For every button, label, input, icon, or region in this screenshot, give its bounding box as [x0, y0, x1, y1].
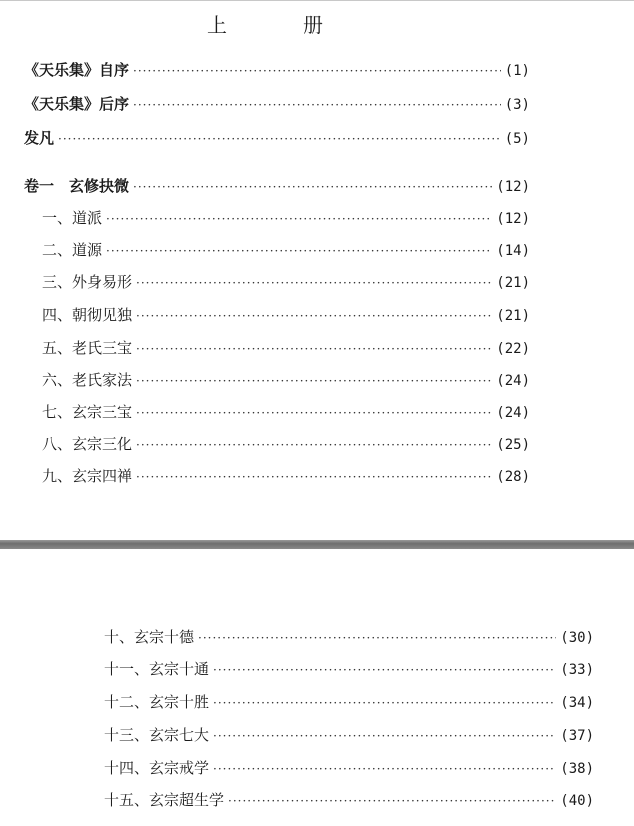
toc-entry-section-9[interactable]	[42, 465, 530, 487]
dot-leader	[198, 627, 556, 649]
toc-entry-label: 二、道源	[42, 241, 103, 259]
toc-entry-label: 《天乐集》自序	[24, 61, 130, 79]
toc-entry-label: 卷一 玄修抉微	[24, 177, 130, 195]
toc-page-2	[0, 549, 634, 826]
toc-entry-preface[interactable]	[24, 59, 530, 81]
toc-page-number: (40)	[560, 793, 594, 809]
toc-entry-section-10[interactable]	[104, 626, 594, 648]
toc-page-number: (25)	[496, 437, 530, 453]
toc-entry-label: 六、老氏家法	[42, 371, 133, 389]
dot-leader	[136, 434, 492, 456]
toc-entry-section-7[interactable]	[42, 401, 530, 423]
toc-entry-label: 一、道派	[42, 209, 103, 227]
dot-leader	[228, 790, 556, 812]
toc-entry-section-13[interactable]	[104, 724, 594, 746]
dot-leader	[58, 128, 501, 150]
toc-page-number: (38)	[560, 761, 594, 777]
dot-leader	[213, 758, 556, 780]
dot-leader	[133, 94, 501, 116]
toc-page-number: (21)	[496, 275, 530, 291]
dot-leader	[213, 659, 556, 681]
toc-entry-label: 三、外身易形	[42, 273, 133, 291]
toc-entry-label: 十二、玄宗十胜	[104, 693, 210, 711]
toc-entry-label: 九、玄宗四禅	[42, 467, 133, 485]
toc-page-number: (24)	[496, 405, 530, 421]
dot-leader	[213, 725, 556, 747]
toc-page-number: (34)	[560, 695, 594, 711]
toc-page-number: (30)	[560, 630, 594, 646]
toc-entry-section-3[interactable]	[42, 271, 530, 293]
toc-entry-section-12[interactable]	[104, 691, 594, 713]
dot-leader	[136, 272, 492, 294]
toc-page-number: (3)	[504, 97, 530, 113]
dot-leader	[133, 60, 501, 82]
toc-page-number: (28)	[496, 469, 530, 485]
toc-entry-label: 十一、玄宗十通	[104, 660, 210, 678]
dot-leader	[136, 338, 492, 360]
toc-entry-label: 十四、玄宗戒学	[104, 759, 210, 777]
toc-page-number: (14)	[496, 243, 530, 259]
toc-entry-section-5[interactable]	[42, 337, 530, 359]
toc-page-number: (5)	[504, 131, 530, 147]
toc-entry-section-11[interactable]	[104, 658, 594, 680]
toc-page-number: (22)	[496, 341, 530, 357]
toc-page-number: (12)	[496, 179, 530, 195]
toc-entry-label: 七、玄宗三宝	[42, 403, 133, 421]
toc-entry-label: 十、玄宗十德	[104, 628, 195, 646]
toc-entry-section-8[interactable]	[42, 433, 530, 455]
dot-leader	[136, 370, 492, 392]
toc-page-number: (33)	[560, 662, 594, 678]
toc-entry-label: 八、玄宗三化	[42, 435, 133, 453]
toc-page-number: (1)	[504, 63, 530, 79]
toc-entry-section-2[interactable]	[42, 239, 530, 261]
page-title: 上 册	[207, 13, 351, 37]
toc-entry-label: 《天乐集》后序	[24, 95, 130, 113]
toc-entry-label: 十三、玄宗七大	[104, 726, 210, 744]
toc-entry-label: 四、朝彻见独	[42, 306, 133, 324]
toc-entry-section-4[interactable]	[42, 304, 530, 326]
toc-entry-section-6[interactable]	[42, 369, 530, 391]
toc-entry-label: 发凡	[24, 129, 55, 147]
toc-page-number: (37)	[560, 728, 594, 744]
dot-leader	[136, 305, 492, 327]
toc-page-number: (12)	[496, 211, 530, 227]
toc-entry-introduction[interactable]	[24, 127, 530, 149]
dot-leader	[136, 402, 492, 424]
toc-entry-label: 五、老氏三宝	[42, 339, 133, 357]
toc-entry-postface[interactable]	[24, 93, 530, 115]
dot-leader	[106, 240, 492, 262]
toc-entry-section-14[interactable]	[104, 757, 594, 779]
toc-page-number: (21)	[496, 308, 530, 324]
dot-leader	[133, 176, 492, 198]
toc-entry-section-1[interactable]	[42, 207, 530, 229]
dot-leader	[213, 692, 556, 714]
toc-entry-volume-1[interactable]	[24, 175, 530, 197]
toc-entry-label: 十五、玄宗超生学	[104, 791, 225, 809]
toc-entry-section-15[interactable]	[104, 789, 594, 811]
page-separator	[0, 540, 634, 549]
toc-page-number: (24)	[496, 373, 530, 389]
dot-leader	[136, 466, 492, 488]
dot-leader	[106, 208, 492, 230]
